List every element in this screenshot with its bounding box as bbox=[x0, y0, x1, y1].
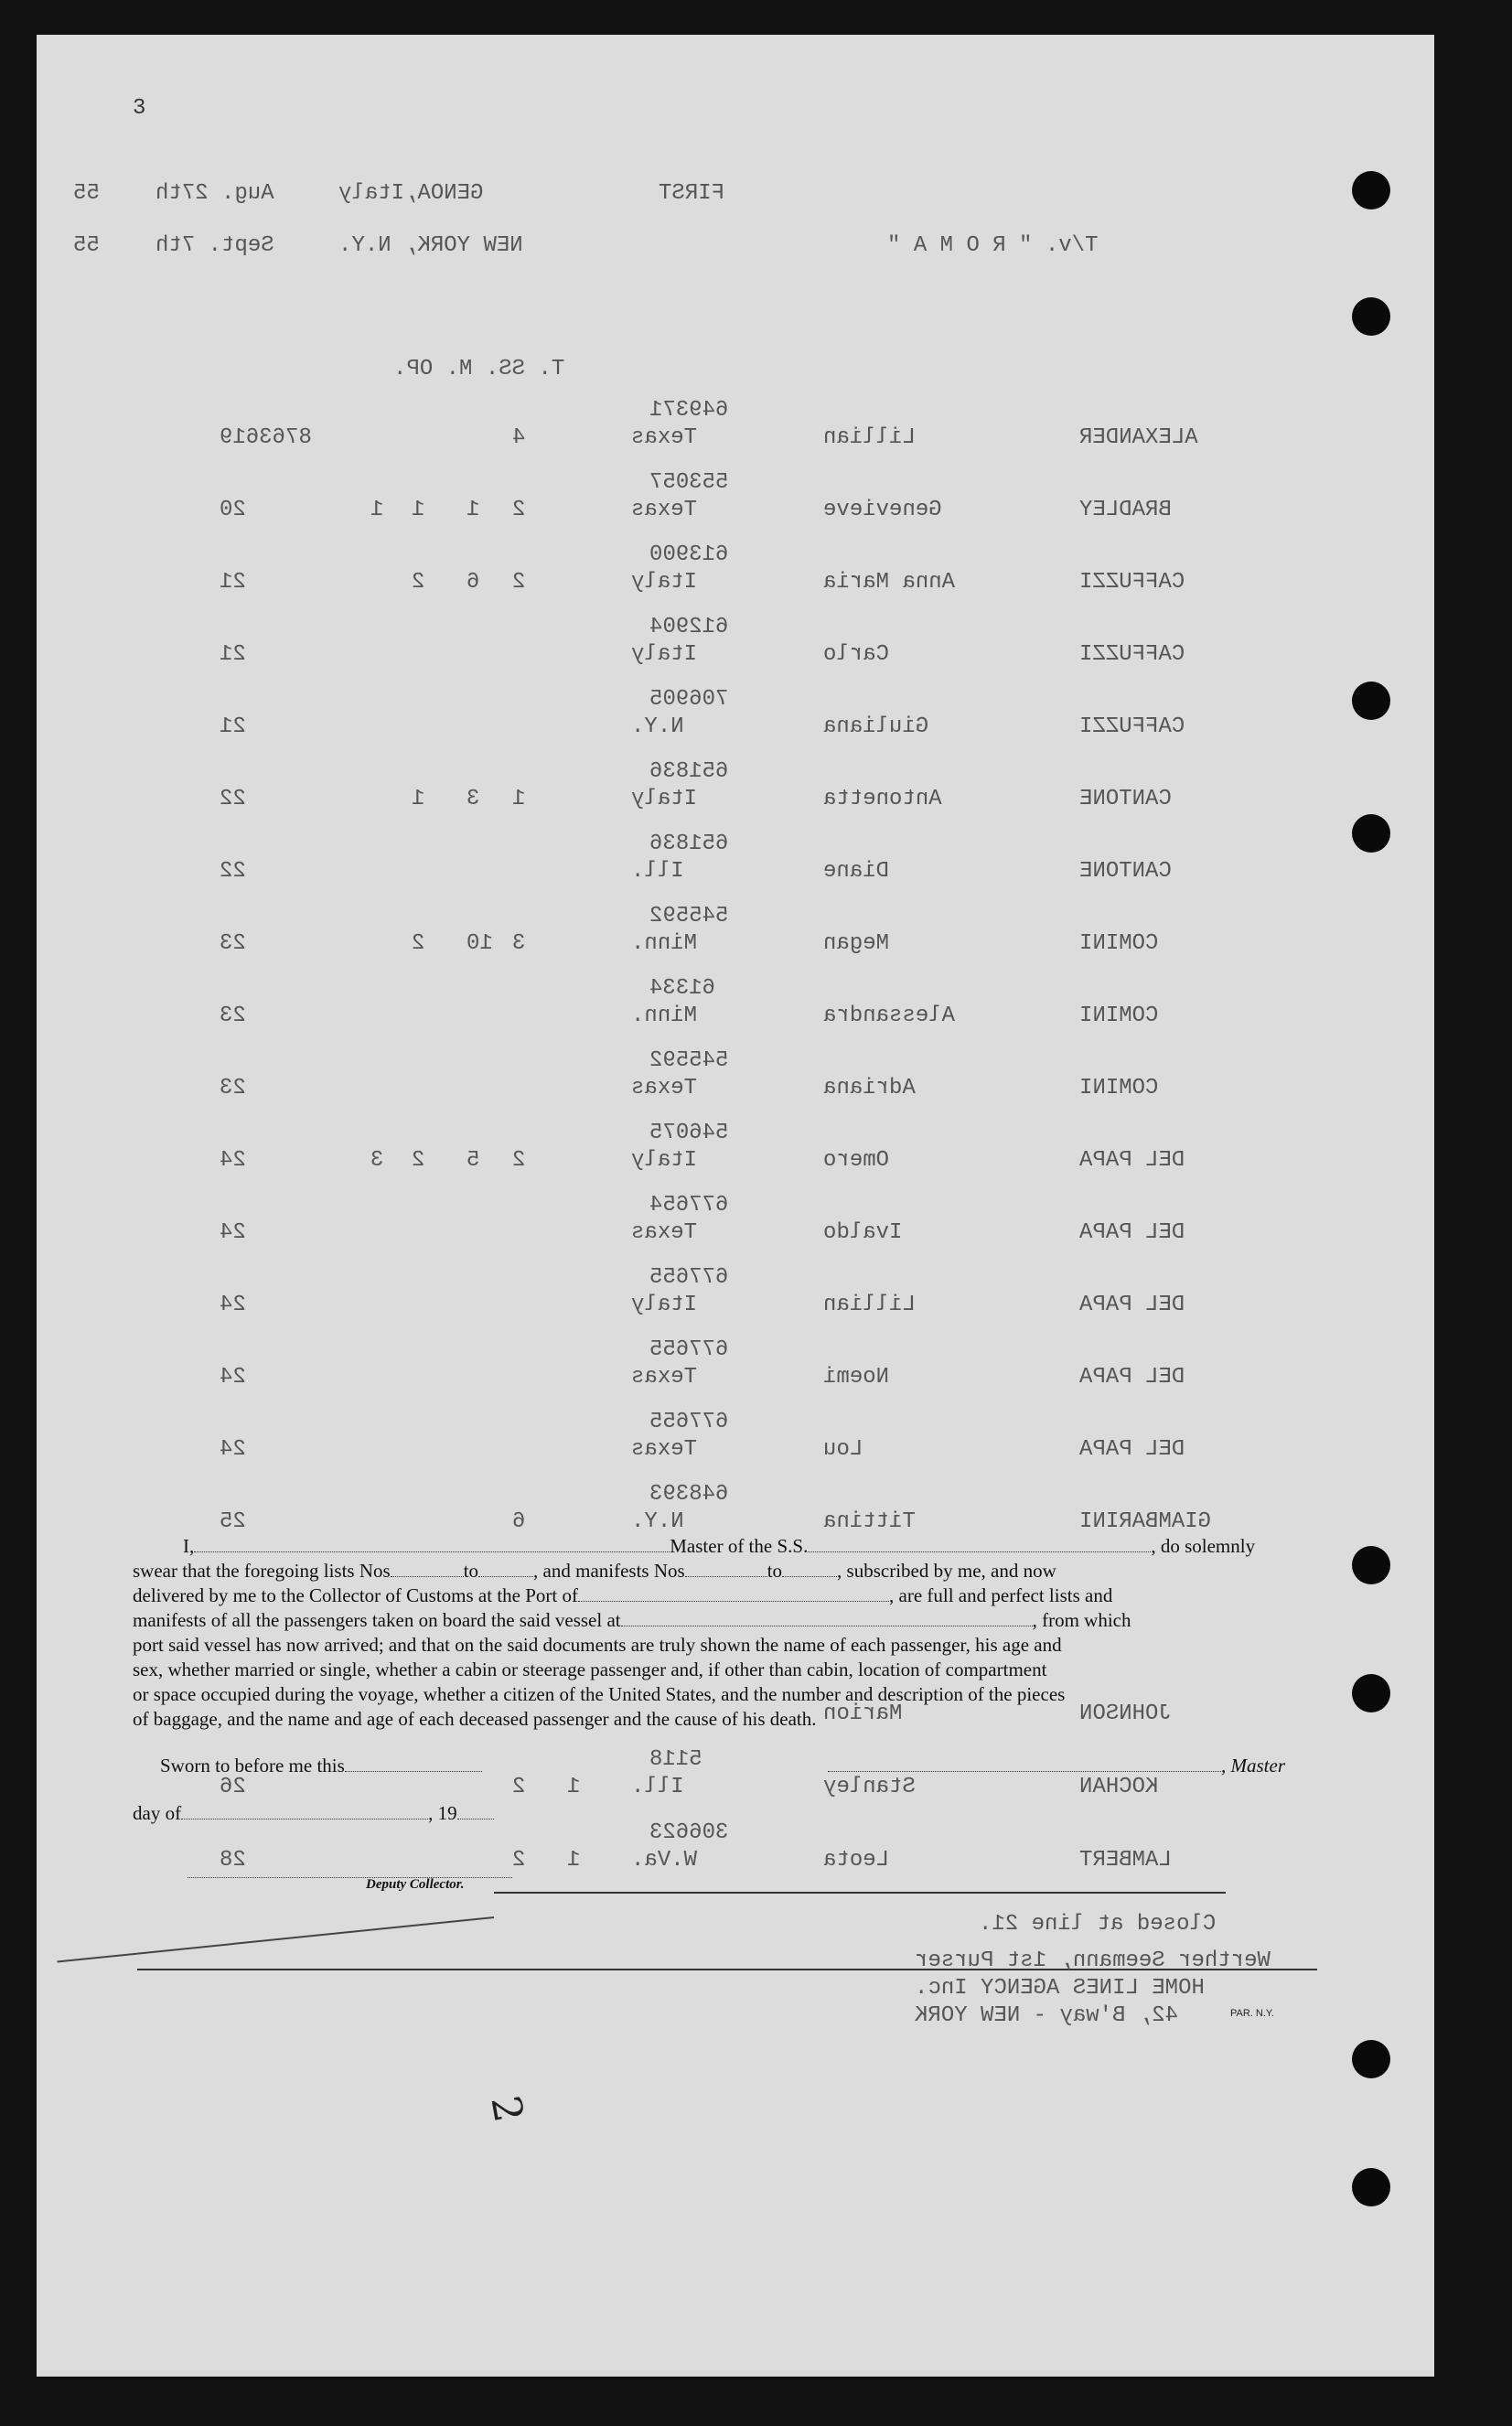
row-given: Omero bbox=[823, 1148, 890, 1173]
punch-hole bbox=[1352, 297, 1390, 336]
row-line: 21 bbox=[220, 714, 246, 739]
row-surname: COMINI bbox=[1079, 1004, 1159, 1028]
lower-row-line: 26 bbox=[220, 1775, 246, 1799]
row-cert: 545592 bbox=[649, 1048, 729, 1073]
lower-row-line: 28 bbox=[220, 1848, 246, 1873]
row-c: 2 bbox=[412, 570, 425, 595]
row-a: 3 bbox=[512, 931, 526, 956]
row-c: 1 bbox=[412, 787, 425, 811]
lower-row-place: Ill. bbox=[631, 1775, 684, 1799]
row-place: Texas bbox=[631, 1076, 698, 1100]
row-place: Texas bbox=[631, 1437, 698, 1462]
row-cert: 553057 bbox=[649, 470, 729, 495]
lower-row-given: Leota bbox=[823, 1848, 890, 1873]
row-surname: CANTONE bbox=[1079, 859, 1172, 884]
row-d: 1 bbox=[370, 498, 384, 522]
row-line: 24 bbox=[220, 1220, 246, 1245]
row-surname: COMINI bbox=[1079, 931, 1159, 956]
punch-hole bbox=[1352, 2168, 1390, 2206]
row-place: Ill. bbox=[631, 859, 684, 884]
row-a: 2 bbox=[512, 570, 526, 595]
lower-row-cert: 306623 bbox=[649, 1820, 729, 1845]
row-place: Italy bbox=[631, 1148, 698, 1173]
row-surname: CANTONE bbox=[1079, 787, 1172, 811]
row-line: 20 bbox=[220, 498, 246, 522]
signature-line-1: Werther Seemann, 1st Purser bbox=[915, 1948, 1271, 1973]
row-cert: 61334 bbox=[649, 976, 716, 1001]
row-place: N.Y. bbox=[631, 1509, 684, 1534]
row-given: Alessandra bbox=[823, 1004, 956, 1028]
row-d: 3 bbox=[370, 1148, 384, 1173]
row-surname: DEL PAPA bbox=[1079, 1148, 1185, 1173]
row-given: Noemi bbox=[823, 1365, 890, 1390]
punch-hole bbox=[1352, 2040, 1390, 2078]
lower-row-b: 1 bbox=[567, 1848, 581, 1873]
row-surname: COMINI bbox=[1079, 1076, 1159, 1100]
row-b: 1 bbox=[466, 498, 480, 522]
rule-line bbox=[494, 1892, 1226, 1894]
row-place: Italy bbox=[631, 642, 698, 667]
closed-at-line: Closed at line 21. bbox=[979, 1912, 1217, 1937]
row-cert: 612904 bbox=[649, 615, 729, 639]
row-cert: 613900 bbox=[649, 542, 729, 567]
row-surname: ALEXANDER bbox=[1079, 425, 1198, 450]
row-given: Ivaldo bbox=[823, 1220, 903, 1245]
row-c: 2 bbox=[412, 931, 425, 956]
row-a: 2 bbox=[512, 1148, 526, 1173]
row-given: Adriana bbox=[823, 1076, 916, 1100]
row-given: Genevieve bbox=[823, 498, 942, 522]
row-place: Texas bbox=[631, 498, 698, 522]
lower-row-a: 2 bbox=[512, 1775, 526, 1799]
row-cert: 648393 bbox=[649, 1482, 729, 1507]
row-b: 10 bbox=[466, 931, 493, 956]
row-place: Minn. bbox=[631, 1004, 698, 1028]
punch-hole bbox=[1352, 171, 1390, 209]
row-cert: 545592 bbox=[649, 904, 729, 929]
punch-hole bbox=[1352, 1674, 1390, 1712]
row-line: 22 bbox=[220, 859, 246, 884]
row-line: 24 bbox=[220, 1365, 246, 1390]
row-a: 4 bbox=[512, 425, 526, 450]
row-line: 21 bbox=[220, 642, 246, 667]
row-a: 6 bbox=[512, 1509, 526, 1534]
row-place: Italy bbox=[631, 787, 698, 811]
row-given: Lillian bbox=[823, 1293, 916, 1317]
row-cert: 677655 bbox=[649, 1410, 729, 1434]
row-a: 1 bbox=[512, 787, 526, 811]
row-cert: 649371 bbox=[649, 398, 729, 423]
lower-row-given: Marion bbox=[823, 1701, 903, 1726]
row-cert: 706905 bbox=[649, 687, 729, 712]
row-given: Megan bbox=[823, 931, 890, 956]
manifest-sheet bbox=[37, 35, 1434, 2377]
row-given: Giuliana bbox=[823, 714, 929, 739]
deputy-collector-label: Deputy Collector. bbox=[366, 1877, 465, 1892]
row-surname: BRADLEY bbox=[1079, 498, 1172, 522]
row-place: Texas bbox=[631, 1220, 698, 1245]
lower-row-place: W.Va. bbox=[631, 1848, 698, 1873]
punch-hole bbox=[1352, 814, 1390, 853]
punch-hole bbox=[1352, 1546, 1390, 1584]
row-cert: 677654 bbox=[649, 1193, 729, 1218]
row-c: 2 bbox=[412, 1148, 425, 1173]
row-b: 5 bbox=[466, 1148, 480, 1173]
page-number: 3 bbox=[133, 96, 146, 121]
row-surname: CAFFUZZI bbox=[1079, 642, 1185, 667]
row-cert: 651836 bbox=[649, 832, 729, 856]
signature-line-2: HOME LINES AGENCY Inc. bbox=[915, 1976, 1205, 2001]
row-line: 22 bbox=[220, 787, 246, 811]
row-b: 6 bbox=[466, 570, 480, 595]
row-line: 23 bbox=[220, 931, 246, 956]
lower-row-surname: LAMBERT bbox=[1079, 1848, 1172, 1873]
row-cert: 651836 bbox=[649, 759, 729, 784]
row-given: Carlo bbox=[823, 642, 890, 667]
row-given: Anna Maria bbox=[823, 570, 956, 595]
row-place: Italy bbox=[631, 1293, 698, 1317]
row-a: 2 bbox=[512, 498, 526, 522]
lower-row-a: 2 bbox=[512, 1848, 526, 1873]
row-place: Italy bbox=[631, 570, 698, 595]
lower-row-surname: KOCHAN bbox=[1079, 1775, 1159, 1799]
row-line: 21 bbox=[220, 570, 246, 595]
row-given: Tittina bbox=[823, 1509, 916, 1534]
row-place: Texas bbox=[631, 425, 698, 450]
row-line: 24 bbox=[220, 1437, 246, 1462]
row-place: Minn. bbox=[631, 931, 698, 956]
lower-row-given: Stanley bbox=[823, 1775, 916, 1799]
row-surname: GIAMBARINI bbox=[1079, 1509, 1212, 1534]
row-line: 24 bbox=[220, 1148, 246, 1173]
punch-hole bbox=[1352, 682, 1390, 720]
row-line: 25 bbox=[220, 1509, 246, 1534]
row-surname: DEL PAPA bbox=[1079, 1220, 1185, 1245]
handwritten-mark: 2 bbox=[481, 2092, 532, 2126]
signature-line-3: 42, B'way - NEW YORK bbox=[915, 2003, 1179, 2028]
row-cert: 546075 bbox=[649, 1121, 729, 1145]
row-given: Antonetta bbox=[823, 787, 942, 811]
row-cert: 677655 bbox=[649, 1337, 729, 1362]
section-code: T. SS. M. OP. bbox=[393, 357, 565, 381]
row-line: 24 bbox=[220, 1293, 246, 1317]
row-cert: 677655 bbox=[649, 1265, 729, 1290]
row-c: 1 bbox=[412, 498, 425, 522]
row-surname: DEL PAPA bbox=[1079, 1437, 1185, 1462]
row-surname: CAFFUZZI bbox=[1079, 570, 1185, 595]
row-line: 23 bbox=[220, 1004, 246, 1028]
row-surname: CAFFUZZI bbox=[1079, 714, 1185, 739]
row-place: Texas bbox=[631, 1365, 698, 1390]
row-given: Diane bbox=[823, 859, 890, 884]
row-surname: DEL PAPA bbox=[1079, 1365, 1185, 1390]
printer-mark: PAR. N.Y. bbox=[1230, 2008, 1274, 2019]
lower-row-surname: JOHNSON bbox=[1079, 1701, 1172, 1726]
row-given: Lillian bbox=[823, 425, 916, 450]
row-b: 3 bbox=[466, 787, 480, 811]
row-line: 23 bbox=[220, 1076, 246, 1100]
row-line: 8763619 bbox=[220, 425, 312, 450]
row-given: Lou bbox=[823, 1437, 863, 1462]
row-surname: DEL PAPA bbox=[1079, 1293, 1185, 1317]
row-place: N.Y. bbox=[631, 714, 684, 739]
lower-row-b: 1 bbox=[567, 1775, 581, 1799]
lower-row-cert: 5118 bbox=[649, 1747, 702, 1772]
